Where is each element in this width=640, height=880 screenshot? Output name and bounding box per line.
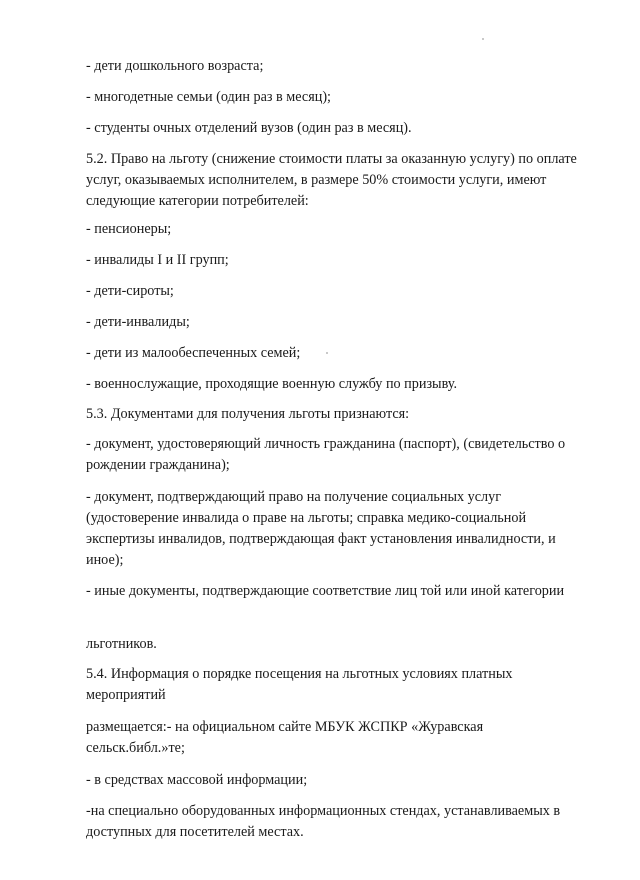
list-item-low-income-children: - дети из малообеспеченных семей; (86, 345, 301, 361)
list-item-identity-document: - документ, удостоверяющий личность гражданина (паспорт), (свидетельство о рождении гражданина); (86, 436, 566, 473)
paragraph-beneficiaries: льготников. (86, 636, 157, 652)
list-item-pensioners: - пенсионеры; (86, 221, 172, 237)
list-item-other-documents: - иные документы, подтверждающие соответствие лиц той или иной категории (86, 583, 565, 599)
paragraph-5-2: 5.2. Право на льготу (снижение стоимости платы за оказанную услугу) по оплате услуг, оказываемых исполнителем, в размере 50% стоимости услуги, имеют следующие категории потребителей: (86, 151, 577, 209)
list-item-disabled-groups: - инвалиды I и II групп; (86, 252, 229, 268)
scan-speck (482, 38, 484, 40)
list-item-servicemen: - военнослужащие, проходящие военную службу по призыву. (86, 376, 458, 392)
list-item-disabled-children: - дети-инвалиды; (86, 314, 190, 330)
list-item-large-families: - многодетные семьи (один раз в месяц); (86, 89, 331, 105)
paragraph-5-4: 5.4. Информация о порядке посещения на льготных условиях платных мероприятий (86, 666, 513, 703)
list-item-info-stands: -на специально оборудованных информационных стендах, устанавливаемых в доступных для посетителей местах. (86, 803, 561, 840)
list-item-students: - студенты очных отделений вузов (один раз в месяц). (86, 120, 412, 136)
paragraph-5-3: 5.3. Документами для получения льготы признаются: (86, 406, 410, 422)
paragraph-placement: размещается:- на официальном сайте МБУК ЖСПКР «Журавская сельск.библ.»те; (86, 719, 484, 756)
list-item-social-services-document: - документ, подтверждающий право на получение социальных услуг (удостоверение инвалида о праве на льготы; справка медико-социальной экспертизы инвалидов, подтверждающая факт установления инвалидности, и иное); (86, 489, 556, 568)
list-item-mass-media: - в средствах массовой информации; (86, 772, 308, 788)
list-item-preschool-children: - дети дошкольного возраста; (86, 58, 264, 74)
list-item-orphans: - дети-сироты; (86, 283, 174, 299)
